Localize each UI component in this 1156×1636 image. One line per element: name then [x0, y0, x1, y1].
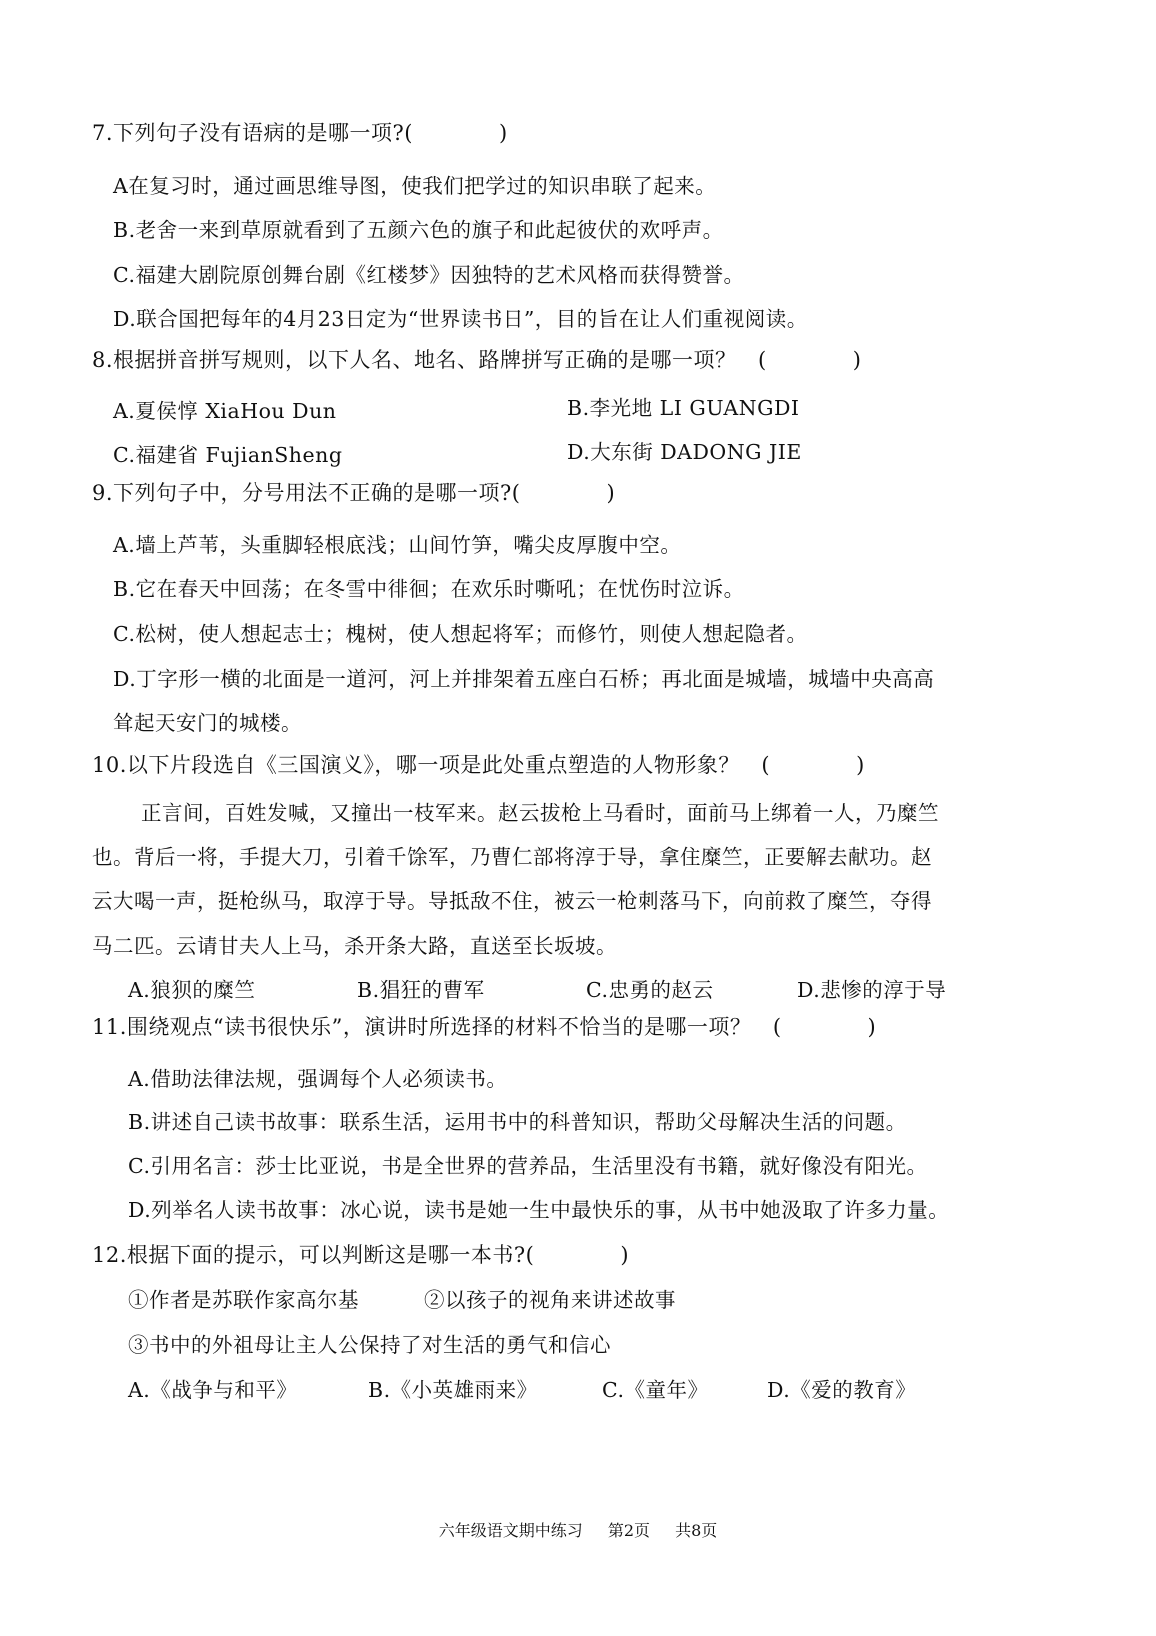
question-10-option-b: B.猖狂的曹军: [357, 978, 485, 1002]
question-9-option-b: B.它在春天中回荡；在冬雪中徘徊；在欢乐时嘶吼；在忧伤时泣诉。: [113, 577, 745, 601]
question-10-option-d: D.悲惨的淳于导: [797, 978, 947, 1002]
question-8-option-c: C.福建省 FujianSheng: [113, 443, 343, 467]
question-12-option-b: B.《小英雄雨来》: [368, 1378, 538, 1402]
question-12-option-c: C.《童年》: [602, 1378, 709, 1402]
question-7-option-a: A在复习时，通过画思维导图，使我们把学过的知识串联了起来。: [113, 174, 717, 198]
question-9-option-a: A.墙上芦苇，头重脚轻根底浅；山间竹笋，嘴尖皮厚腹中空。: [113, 533, 682, 557]
question-9-option-d-line1: D.丁字形一横的北面是一道河，河上并排架着五座白石桥；再北面是城墙，城墙中央高高: [113, 667, 935, 691]
question-10-passage-line3: 云大喝一声，挺枪纵马，取淳于导。导抵敌不住，被云一枪刺落马下，向前救了糜竺，夺得: [92, 889, 932, 913]
question-11-option-d: D.列举名人读书故事：冰心说，读书是她一生中最快乐的事，从书中她汲取了许多力量。: [128, 1198, 950, 1222]
question-12-option-a: A.《战争与和平》: [128, 1378, 298, 1402]
question-7-stem: 7.下列句子没有语病的是哪一项?( ): [92, 121, 508, 145]
question-10-passage-line1: 正言间，百姓发喊，又撞出一枝军来。赵云拔枪上马看时，面前马上绑着一人，乃糜竺: [141, 801, 939, 825]
footer-page-number: 第2页: [607, 1521, 650, 1540]
question-7-option-c: C.福建大剧院原创舞台剧《红楼梦》因独特的艺术风格而获得赞誉。: [113, 263, 745, 287]
question-12-hint-2: ②以孩子的视角来讲述故事: [424, 1288, 676, 1312]
footer-title: 六年级语文期中练习: [438, 1521, 583, 1540]
question-9-stem: 9.下列句子中，分号用法不正确的是哪一项?( ): [92, 481, 616, 505]
question-10-option-c: C.忠勇的赵云: [586, 978, 714, 1002]
question-10-passage-line2: 也。背后一将，手提大刀，引着千馀军，乃曹仁部将淳于导，拿住糜竺，正要解去献功。赵: [92, 845, 932, 869]
question-10-option-a: A.狼狈的糜竺: [128, 978, 256, 1002]
question-7-option-b: B.老舍一来到草原就看到了五颜六色的旗子和此起彼伏的欢呼声。: [113, 218, 724, 242]
question-9-option-c: C.松树，使人想起志士；槐树，使人想起将军；而修竹，则使人想起隐者。: [113, 622, 808, 646]
question-10-passage-line4: 马二匹。云请甘夫人上马，杀开条大路，直送至长坂坡。: [92, 934, 617, 958]
question-8-option-a: A.夏侯惇 XiaHou Dun: [113, 399, 337, 423]
question-8-stem: 8.根据拼音拼写规则，以下人名、地名、路牌拼写正确的是哪一项？ ( ): [92, 348, 862, 372]
question-12-hint-3: ③书中的外祖母让主人公保持了对生活的勇气和信心: [128, 1333, 611, 1357]
question-8-option-b: B.李光地 LI GUANGDI: [567, 396, 800, 420]
question-8-option-d: D.大东街 DADONG JIE: [567, 440, 802, 464]
question-11-option-c: C.引用名言：莎士比亚说，书是全世界的营养品，生活里没有书籍，就好像没有阳光。: [128, 1154, 928, 1178]
question-11-stem: 11.围绕观点“读书很快乐”，演讲时所选择的材料不恰当的是哪一项？ ( ): [92, 1015, 877, 1039]
question-7-option-d: D.联合国把每年的4月23日定为“世界读书日”，目的旨在让人们重视阅读。: [113, 307, 808, 331]
question-12-option-d: D.《爱的教育》: [767, 1378, 917, 1402]
question-12-hint-1: ①作者是苏联作家高尔基: [128, 1288, 359, 1312]
question-9-option-d-line2: 耸起天安门的城楼。: [113, 711, 302, 735]
question-12-stem: 12.根据下面的提示，可以判断这是哪一本书?( ): [92, 1243, 630, 1267]
question-10-stem: 10.以下片段选自《三国演义》，哪一项是此处重点塑造的人物形象？ ( ): [92, 753, 865, 777]
question-11-option-b: B.讲述自己读书故事：联系生活，运用书中的科普知识，帮助父母解决生活的问题。: [128, 1110, 907, 1134]
question-11-option-a: A.借助法律法规，强调每个人必须读书。: [128, 1067, 508, 1091]
footer-total-pages: 共8页: [675, 1521, 718, 1540]
page-footer: [0, 1518, 1156, 1541]
